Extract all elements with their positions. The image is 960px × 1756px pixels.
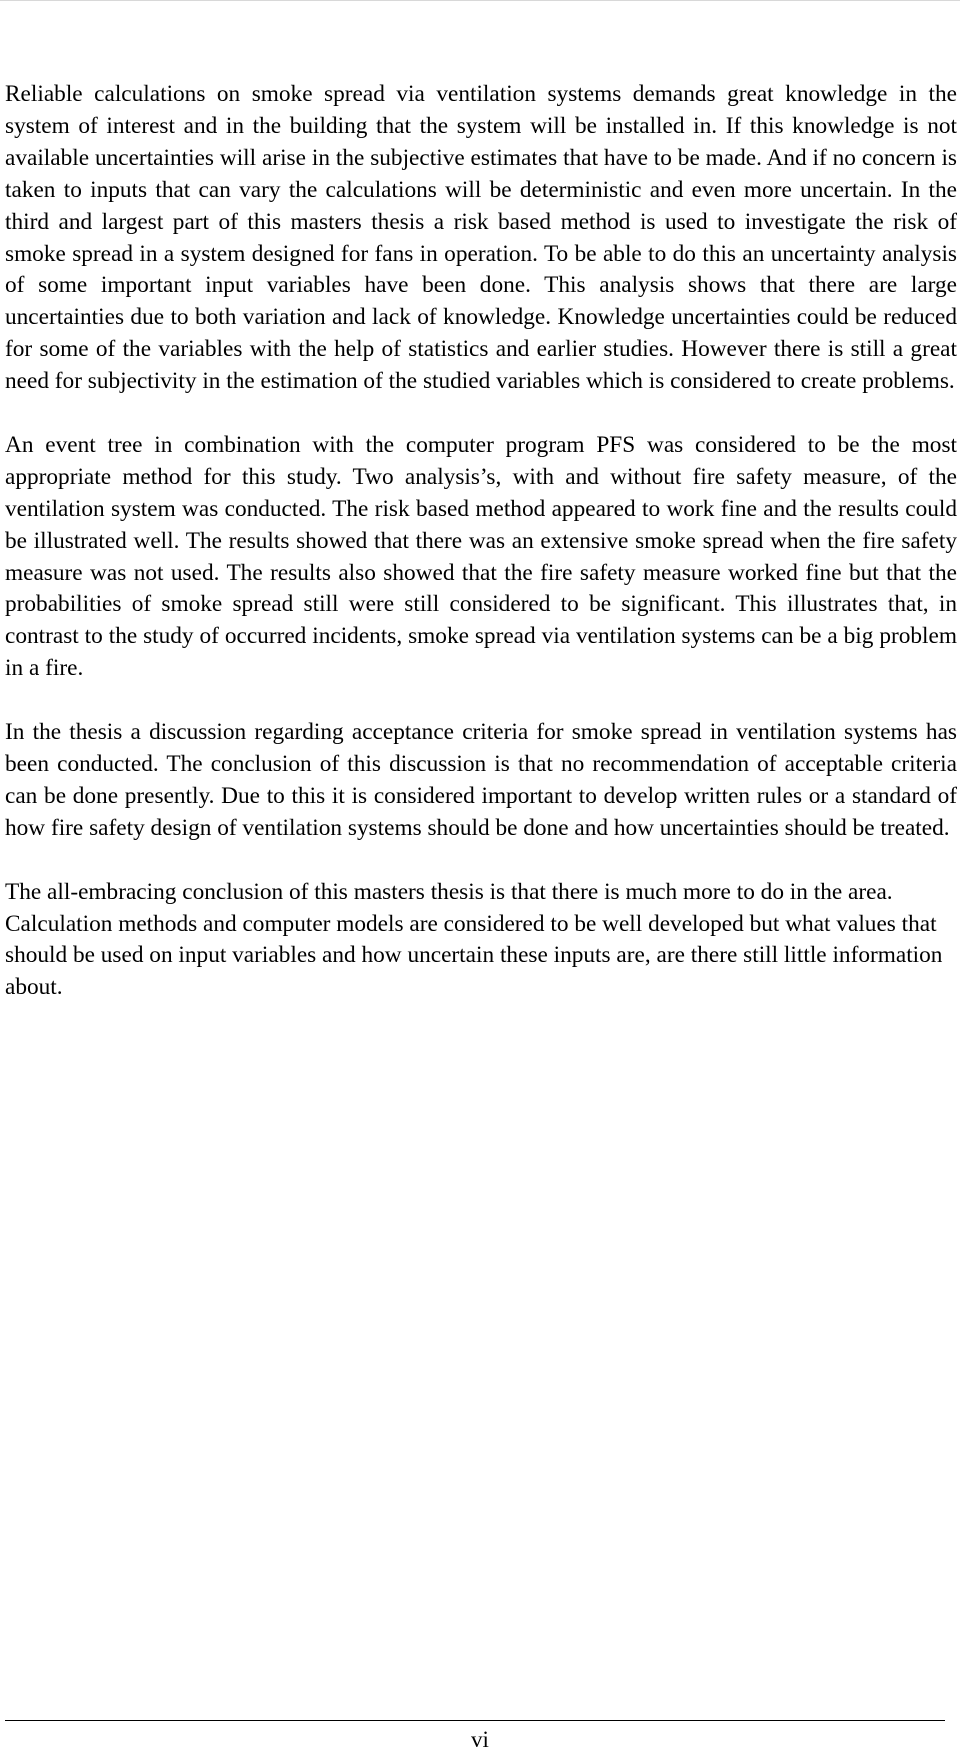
paragraph-1: Reliable calculations on smoke spread via ventilation systems demands great knowledge in the system of interest and in the building that the system will be installed in. If this knowledge is not available uncertainties will arise in the subjective estimates that have to be made. And if no concern is taken to inputs that can vary the calculations will be deterministic and even more uncertain. In the third and largest part of this masters thesis a risk based method is used to investigate the risk of smoke spread in a system designed for fans in operation. To be able to do this an uncertainty analysis of some important input variables have been done. This analysis shows that there are large uncertainties due to both variation and lack of knowledge. Knowledge uncertainties could be reduced for some of the variables with the help of statistics and earlier studies. However there is still a great need for subjectivity in the estimation of the studied variables which is considered to create problems. <box>5 81 957 395</box>
paragraph-4: The all-embracing conclusion of this masters thesis is that there is much more to do in the area. Calculation methods and computer models are considered to be well developed but what values that should be used on input variables and how uncertain these inputs are, are there still little information about. <box>5 878 943 1001</box>
footer-rule <box>5 1720 945 1721</box>
paragraph-3: In the thesis a discussion regarding acceptance criteria for smoke spread in ventilation systems has been conducted. The conclusion of this discussion is that no recommendation of acceptable criteria can be done presently. Due to this it is considered important to develop written rules or a standard of how fire safety design of ventilation systems should be done and how uncertainties should be treated. <box>5 719 957 841</box>
page-body <box>5 79 957 1036</box>
top-border-line <box>0 0 960 1</box>
paragraph-2: An event tree in combination with the computer program PFS was considered to be the most appropriate method for this study. Two analysis’s, with and without fire safety measure, of the ventilation system was conducted. The risk based method appeared to work fine and the results could be illustrated well. The results showed that there was an extensive smoke spread when the fire safety measure was not used. The results also showed that the fire safety measure worked fine but that the probabilities of smoke spread still were still considered to be significant. This illustrates that, in contrast to the study of occurred incidents, smoke spread via ventilation systems can be a big problem in a fire. <box>5 431 957 682</box>
page-number: vi <box>471 1727 489 1752</box>
